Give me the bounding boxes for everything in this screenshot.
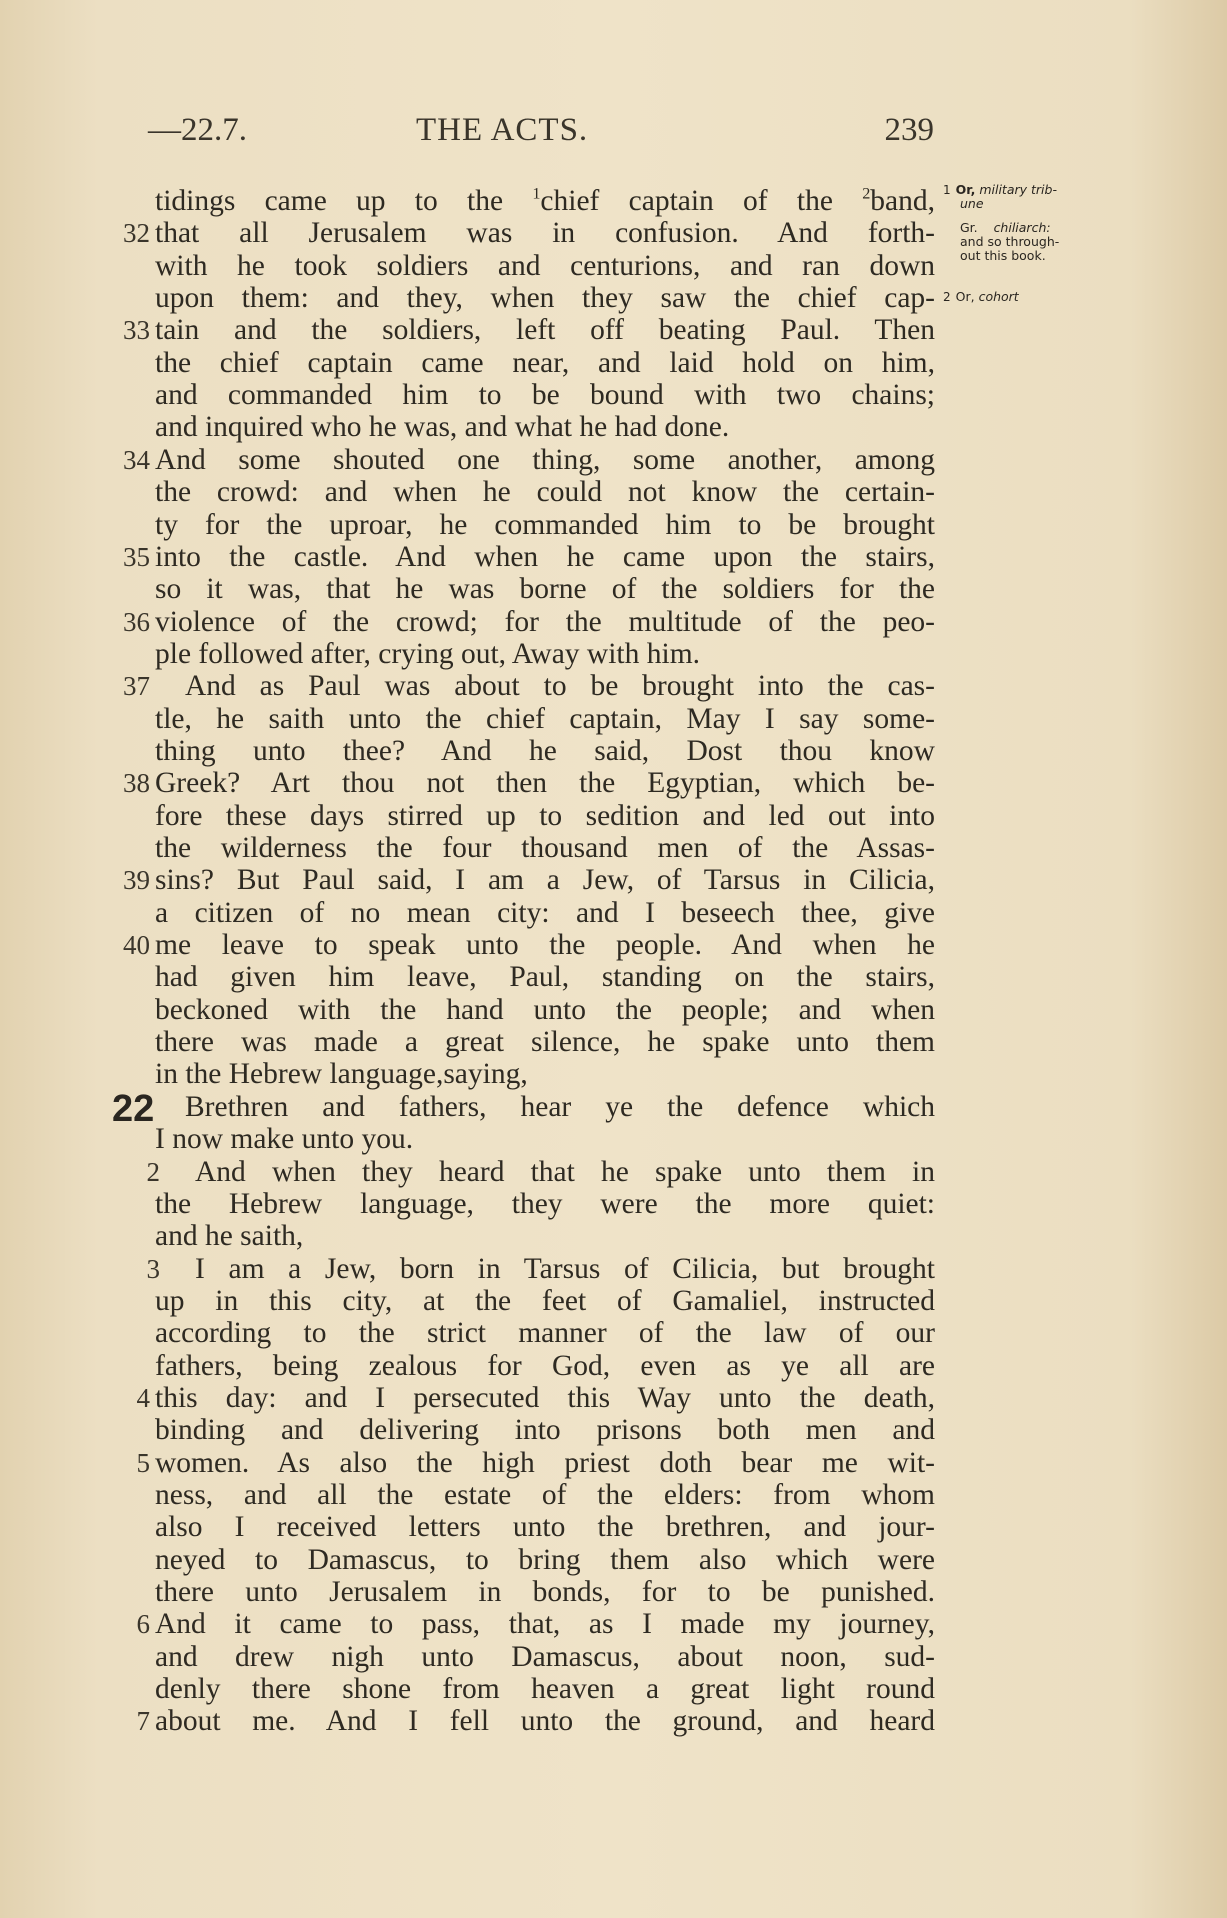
text-line: sins? But Paul said, I am a Jew, of Tarsus in Cilicia,	[155, 864, 935, 896]
verse-number	[110, 1544, 150, 1577]
text-line: up in this city, at the feet of Gamaliel, instructed	[155, 1285, 935, 1317]
verse-number: 3	[146, 1254, 160, 1284]
header-book-title: THE ACTS.	[416, 112, 589, 148]
verse-number	[110, 411, 150, 444]
text-line: me leave to speak unto the people. And when he	[155, 929, 935, 961]
margin-note-1b: Gr. chiliarch: and so through- out this book.	[960, 220, 1060, 263]
page-number: 239	[884, 112, 934, 148]
verse-number	[110, 800, 150, 833]
verse-number	[110, 1317, 150, 1350]
verse-number	[110, 1576, 150, 1609]
verse-number	[110, 476, 150, 509]
text-line: And when they heard that he spake unto them in	[195, 1156, 935, 1188]
text-line: upon them: and they, when they saw the chief cap-	[155, 282, 935, 314]
verse-number	[110, 509, 150, 542]
text-line: And some shouted one thing, some another, among	[155, 444, 935, 476]
verse-number	[110, 1511, 150, 1544]
verse-number: 38	[123, 768, 150, 798]
text-line: into the castle. And when he came upon the stairs,	[155, 541, 935, 573]
verse-number	[110, 735, 150, 768]
verse-number	[110, 1026, 150, 1059]
verse-number	[110, 1414, 150, 1447]
text-line: ty for the uproar, he commanded him to be brought	[155, 509, 935, 541]
verse-number: 36	[123, 607, 150, 637]
text-line: Greek? Art thou not then the Egyptian, which be-	[155, 767, 935, 799]
text-line: so it was, that he was borne of the soldiers for the	[155, 573, 935, 605]
text-line: and he saith,	[155, 1220, 304, 1252]
text-line: there was made a great silence, he spake unto them	[155, 1026, 935, 1058]
verse-number	[110, 1350, 150, 1383]
verse-number: 5	[136, 1448, 150, 1478]
text-line: the crowd: and when he could not know the certain-	[155, 476, 935, 508]
text-line: tle, he saith unto the chief captain, May I say some-	[155, 703, 935, 735]
text-line: women. As also the high priest doth bear me wit-	[155, 1447, 935, 1479]
verse-number: 40	[123, 930, 150, 960]
running-header	[148, 112, 940, 152]
verse-number	[110, 1673, 150, 1706]
text-line: I now make unto you.	[155, 1123, 414, 1155]
text-line: ness, and all the estate of the elders: from whom	[155, 1479, 935, 1511]
verse-number	[110, 994, 150, 1027]
text-line: with he took soldiers and centurions, and ran down	[155, 250, 935, 282]
verse-number	[110, 897, 150, 930]
verse-number	[110, 347, 150, 380]
text-line: fathers, being zealous for God, even as ye all are	[155, 1350, 935, 1382]
verse-number: 7	[136, 1706, 150, 1736]
text-line: also I received letters unto the brethren, and jour-	[155, 1511, 935, 1543]
verse-number	[110, 832, 150, 865]
verse-number	[110, 282, 150, 315]
verse-number: 32	[123, 218, 150, 248]
text-line: this day: and I persecuted this Way unto the death,	[155, 1382, 935, 1414]
verse-number	[110, 961, 150, 994]
verse-number: 39	[123, 865, 150, 895]
text-line: the wilderness the four thousand men of the Assas-	[155, 832, 935, 864]
text-line: tain and the soldiers, left off beating Paul. Then	[155, 314, 935, 346]
chapter-number: 22	[112, 1088, 155, 1130]
text-line: denly there shone from heaven a great light round	[155, 1673, 935, 1705]
text-line: that all Jerusalem was in confusion. And forth-	[155, 217, 935, 249]
header-chapter-verse: —22.7.	[148, 112, 247, 148]
text-line: ple followed after, crying out, Away with him.	[155, 638, 701, 670]
text-line: and commanded him to be bound with two chains;	[155, 379, 935, 411]
text-line: and inquired who he was, and what he had done.	[155, 411, 730, 443]
text-line: the Hebrew language, they were the more quiet:	[155, 1188, 935, 1220]
margin-note-2: 2 Or, cohort	[943, 289, 1019, 304]
text-line: in the Hebrew language,saying,	[155, 1058, 528, 1090]
verse-number	[110, 1479, 150, 1512]
text-line: violence of the crowd; for the multitude of the peo-	[155, 606, 935, 638]
verse-number	[110, 638, 150, 671]
verse-number	[110, 1641, 150, 1674]
verse-number: 4	[136, 1383, 150, 1413]
verse-number: 6	[136, 1609, 150, 1639]
verse-number	[110, 1188, 150, 1221]
verse-number	[110, 1058, 150, 1091]
text-line: there unto Jerusalem in bonds, for to be punished.	[155, 1576, 935, 1608]
text-line: beckoned with the hand unto the people; and when	[155, 994, 935, 1026]
text-line: thing unto thee? And he said, Dost thou know	[155, 735, 935, 767]
verse-number: 37	[123, 671, 150, 701]
verse-number: 33	[123, 315, 150, 345]
verse-number	[110, 573, 150, 606]
verse-number: 35	[123, 542, 150, 572]
text-line: tidings came up to the $^1$chief captain of the $^2$band,	[155, 184, 936, 217]
verse-number	[110, 379, 150, 412]
text-line: And it came to pass, that, as I made my journey,	[155, 1608, 935, 1640]
verse-number	[110, 703, 150, 736]
verse-number	[110, 1091, 150, 1124]
margin-note-1: 1 Or, military trib- une	[943, 182, 1057, 211]
text-line: and drew nigh unto Damascus, about noon, sud-	[155, 1641, 935, 1673]
verse-number	[110, 185, 150, 218]
text-line: the chief captain came near, and laid hold on him,	[155, 347, 935, 379]
verse-number	[110, 1285, 150, 1318]
verse-number	[110, 250, 150, 283]
verse-number	[110, 1220, 150, 1253]
text-line: I am a Jew, born in Tarsus of Cilicia, but brought	[195, 1253, 935, 1285]
verse-number: 2	[146, 1157, 160, 1187]
text-line: fore these days stirred up to sedition and led out into	[155, 800, 935, 832]
verse-number: 34	[123, 445, 150, 475]
text-line: according to the strict manner of the law of our	[155, 1317, 935, 1349]
text-line: about me. And I fell unto the ground, and heard	[155, 1705, 935, 1737]
verse-number	[110, 1123, 150, 1156]
text-line: neyed to Damascus, to bring them also which were	[155, 1544, 935, 1576]
text-line: Brethren and fathers, hear ye the defence which	[185, 1091, 935, 1123]
text-line: And as Paul was about to be brought into the cas-	[185, 670, 935, 702]
text-line: a citizen of no mean city: and I beseech thee, give	[155, 897, 935, 929]
text-line: had given him leave, Paul, standing on the stairs,	[155, 961, 935, 993]
text-line: binding and delivering into prisons both men and	[155, 1414, 935, 1446]
